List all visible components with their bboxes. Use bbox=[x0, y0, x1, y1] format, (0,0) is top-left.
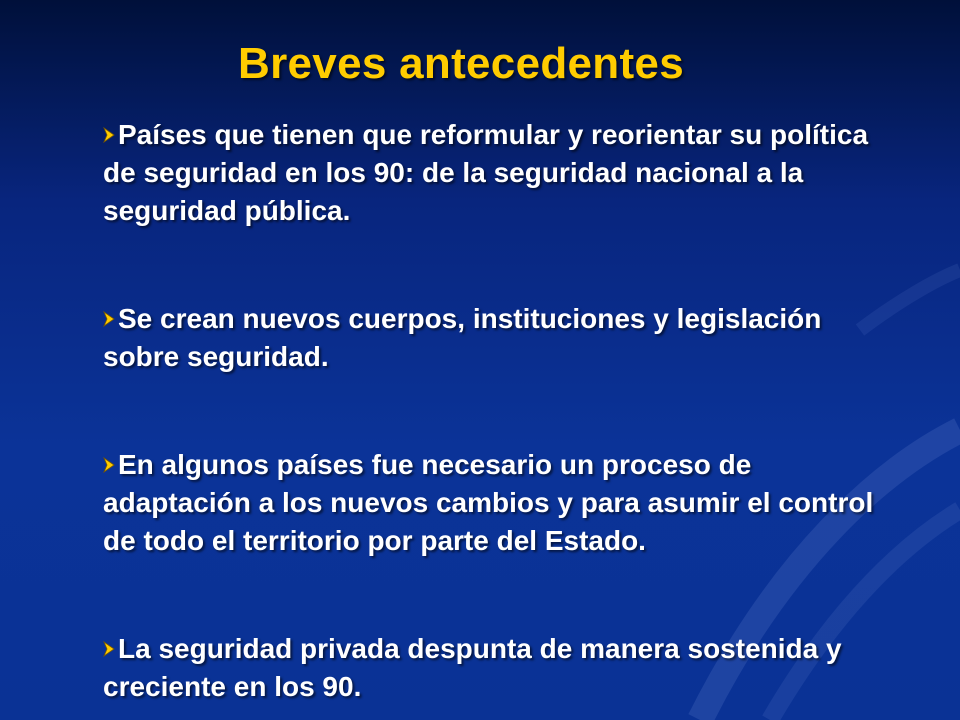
bullet-text: En algunos países fue necesario un proceso de adaptación a los nuevos cambios y para asumir el control de todo el territorio por parte del Estado. bbox=[103, 449, 874, 556]
bullet-item bbox=[103, 630, 883, 706]
arrowhead-bullet-icon bbox=[103, 457, 115, 473]
arrowhead-bullet-icon bbox=[103, 641, 115, 657]
bullet-item bbox=[103, 446, 883, 560]
bullet-text: Se crean nuevos cuerpos, instituciones y legislación sobre seguridad. bbox=[103, 303, 822, 372]
bullet-text: La seguridad privada despunta de manera sostenida y creciente en los 90. bbox=[103, 633, 842, 702]
bullet-text: Países que tienen que reformular y reorientar su política de seguridad en los 90: de la seguridad nacional a la seguridad pública. bbox=[103, 119, 869, 226]
arrowhead-bullet-icon bbox=[103, 311, 115, 327]
bullet-item bbox=[103, 300, 883, 376]
bullet-list bbox=[103, 116, 883, 720]
arrowhead-bullet-icon bbox=[103, 127, 115, 143]
slide-title: Breves antecedentes bbox=[238, 39, 684, 88]
bullet-item bbox=[103, 116, 883, 230]
